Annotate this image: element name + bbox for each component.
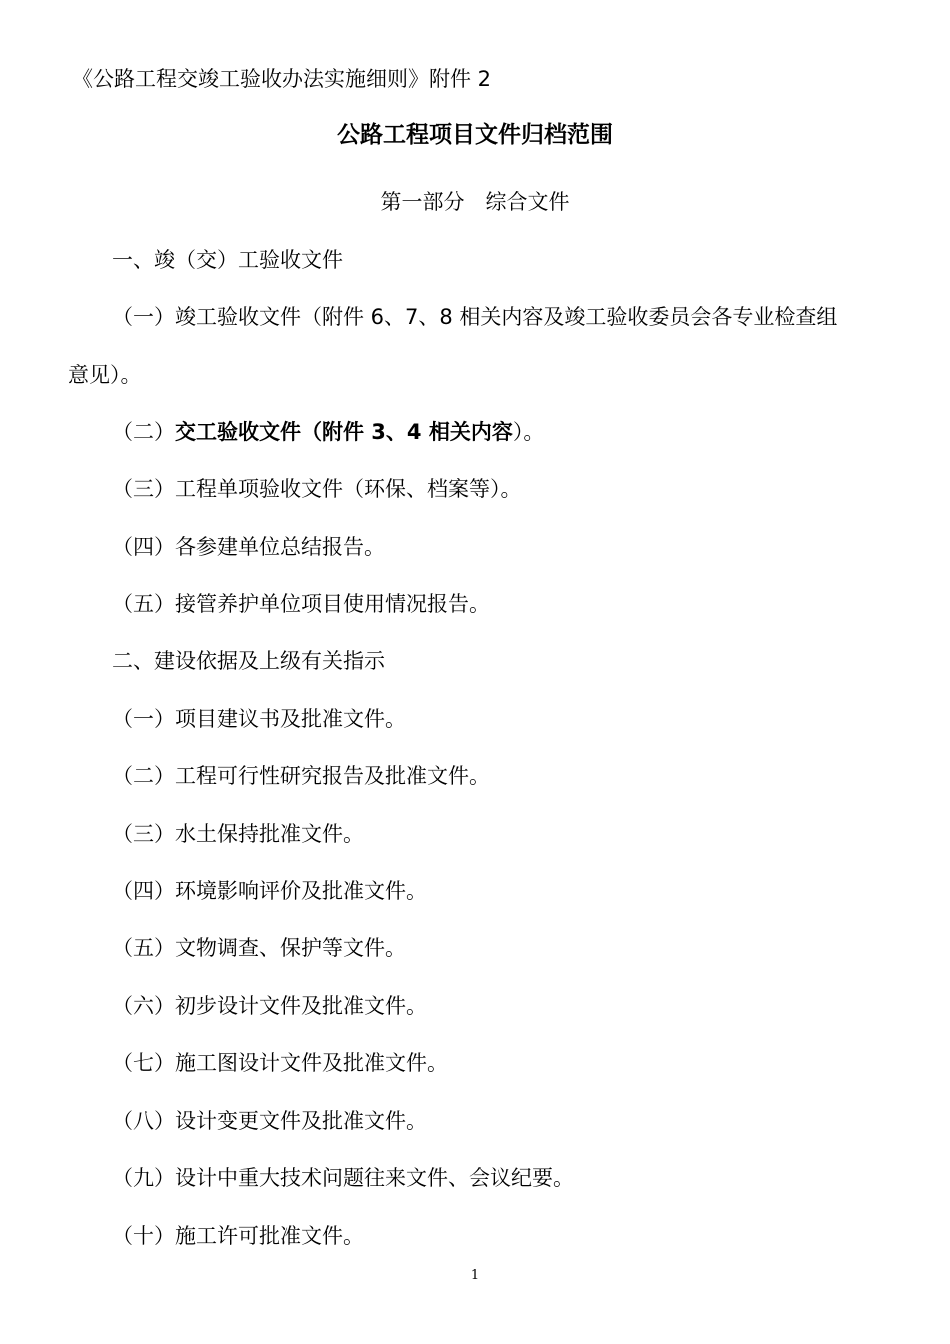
list-item: （一）项目建议书及批准文件。 xyxy=(112,707,406,731)
list-item: （七）施工图设计文件及批准文件。 xyxy=(112,1051,448,1075)
list-item: （五）文物调查、保护等文件。 xyxy=(112,936,406,960)
list-item-suffix: ）。 xyxy=(512,420,545,444)
section-heading-1: 一、竣（交）工验收文件 xyxy=(112,248,343,272)
part-title: 第一部分 综合文件 xyxy=(380,190,570,214)
page-title: 公路工程项目文件归档范围 xyxy=(337,122,613,148)
list-item xyxy=(112,417,544,447)
list-item: （九）设计中重大技术问题往来文件、会议纪要。 xyxy=(112,1166,574,1190)
list-item: （五）接管养护单位项目使用情况报告。 xyxy=(112,592,490,616)
list-item: （三）工程单项验收文件（环保、档案等）。 xyxy=(112,477,522,501)
list-item-continuation: 意见）。 xyxy=(68,363,142,387)
list-item-prefix: （二） xyxy=(112,420,175,444)
list-item: （四）各参建单位总结报告。 xyxy=(112,535,385,559)
list-item: （六）初步设计文件及批准文件。 xyxy=(112,994,427,1018)
page-number: 1 xyxy=(470,1268,480,1283)
list-item-bold-text: 交工验收文件（附件 3、4 相关内容 xyxy=(175,420,513,444)
list-item: （八）设计变更文件及批准文件。 xyxy=(112,1109,427,1133)
list-item: （十）施工许可批准文件。 xyxy=(112,1224,364,1248)
section-heading-2: 二、建设依据及上级有关指示 xyxy=(112,649,385,673)
attachment-note: 《公路工程交竣工验收办法实施细则》附件 2 xyxy=(72,67,492,91)
list-item: （一）竣工验收文件（附件 6、7、8 相关内容及竣工验收委员会各专业检查组 xyxy=(112,305,838,329)
list-item: （二）工程可行性研究报告及批准文件。 xyxy=(112,764,490,788)
list-item: （四）环境影响评价及批准文件。 xyxy=(112,879,427,903)
list-item: （三）水土保持批准文件。 xyxy=(112,822,364,846)
